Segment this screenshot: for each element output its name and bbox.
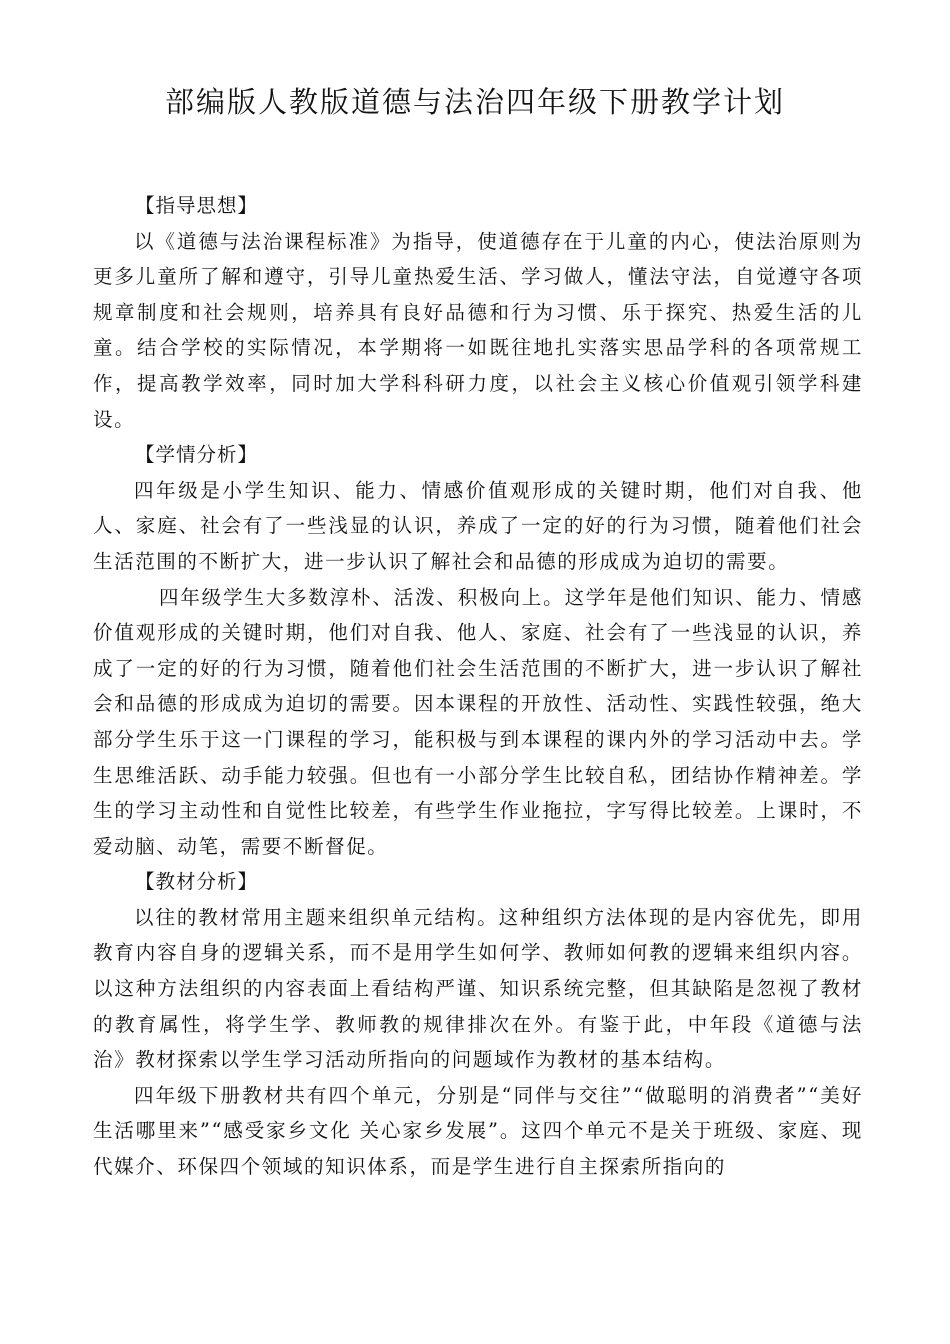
section-heading-guiding-thought: 【指导思想】 xyxy=(135,194,259,217)
document-body xyxy=(93,188,863,1185)
paragraph-textbook-analysis-1: 以往的教材常用主题来组织单元结构。这种组织方法体现的是内容优先，即用教育内容自身的逻辑关系，而不是用学生如何学、教师如何教的逻辑来组织内容。以这种方法组织的内容表面上看结构严谨、知识系统完整，但其缺陷是忽视了教材的教育属性，将学生学、教师教的规律排次在外。有鉴于此，中年段《道德与法治》教材探索以学生学习活动所指向的问题域作为教材的基本结构。 xyxy=(93,905,863,1072)
paragraph-student-analysis-1: 四年级是小学生知识、能力、情感价值观形成的关键时期，他们对自我、他人、家庭、社会有了一些浅显的认识，养成了一定的好的行为习惯，随着他们社会生活范围的不断扩大，进一步认识了解社会和品德的形成成为迫切的需要。 xyxy=(93,478,863,573)
paragraph-textbook-analysis-2: 四年级下册教材共有四个单元，分别是“同伴与交往”“做聪明的消费者”“美好生活哪里来”“感受家乡文化 关心家乡发展”。这四个单元不是关于班级、家庭、现代媒介、环保四个领域的知识体系，而是学生进行自主探索所指向的 xyxy=(93,1083,863,1179)
section-heading-student-analysis: 【学情分析】 xyxy=(135,443,259,467)
document-title: 部编版人教版道德与法治四年级下册教学计划 xyxy=(164,85,785,119)
paragraph-student-analysis-2: 四年级学生大多数淳朴、活泼、积极向上。这学年是他们知识、能力、情感价值观形成的关键时期，他们对自我、他人、家庭、社会有了一些浅显的认识，养成了一定的好的行为习惯，随着他们社会生活范围的不断扩大，进一步认识了解社会和品德的形成成为迫切的需要。因本课程的开放性、活动性、实践性较强，绝大部分学生乐于这一门课程的学习，能积极与到本课程的课内外的学习活动中去。学生思维活跃、动手能力较强。但也有一小部分学生比较自私，团结协作精神差。学生的学习主动性和自觉性比较差，有些学生作业拖拉，字写得比较差。上课时，不爱动脑、动笔，需要不断督促。 xyxy=(93,585,863,858)
section-heading-textbook-analysis: 【教材分析】 xyxy=(135,870,259,894)
paragraph-guiding-thought: 以《道德与法治课程标准》为指导，使道德存在于儿童的内心，使法治原则为更多儿童所了解和遵守，引导儿童热爱生活、学习做人，懂法守法，自觉遵守各项规章制度和社会规则，培养具有良好品德和行为习惯、乐于探究、热爱生活的儿童。结合学校的实际情况，本学期将一如既往地扎实落实思品学科的各项常规工作，提高教学效率，同时加大学科科研力度，以社会主义核心价值观引领学科建设。 xyxy=(93,229,863,431)
